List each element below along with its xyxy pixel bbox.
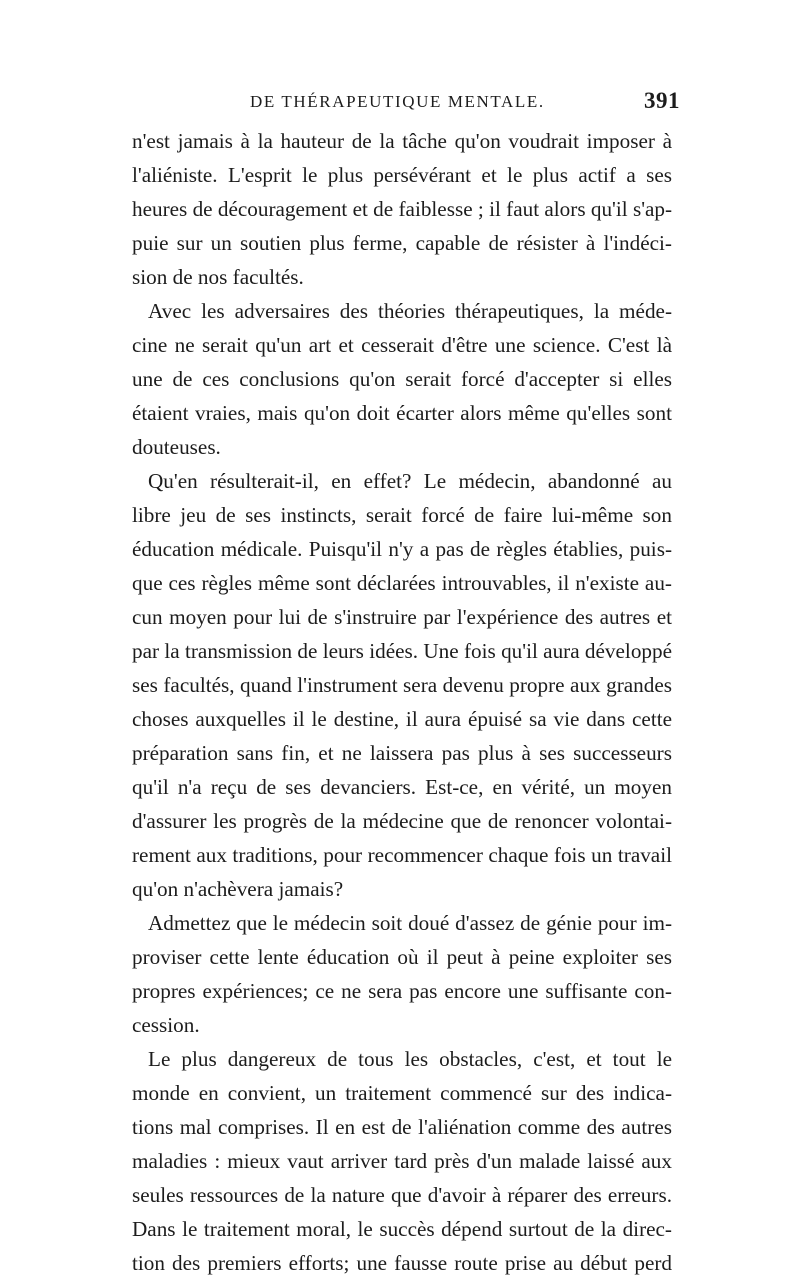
- body-text: [132, 124, 672, 1280]
- running-title: DE THÉRAPEUTIQUE MENTALE.: [250, 92, 545, 111]
- text-line: douteuses.: [132, 435, 221, 459]
- text-line: n'est jamais à la hauteur de la tâche qu'on voudrait imposer à: [132, 129, 672, 153]
- text-line: d'assurer les progrès de la médecine que de renoncer volontai-: [132, 809, 672, 833]
- text-line: tions mal comprises. Il en est de l'aliénation comme des autres: [132, 1115, 672, 1139]
- text-line: Dans le traitement moral, le succès dépend surtout de la direc-: [132, 1217, 672, 1241]
- text-line: Avec les adversaires des théories thérapeutiques, la méde-: [148, 299, 672, 323]
- text-line: propres expériences; ce ne sera pas encore une suffisante con-: [132, 979, 672, 1003]
- text-line: choses auxquelles il le destine, il aura épuisé sa vie dans cette: [132, 707, 672, 731]
- text-line: Admettez que le médecin soit doué d'assez de génie pour im-: [148, 911, 672, 935]
- text-line: ses facultés, quand l'instrument sera devenu propre aux grandes: [132, 673, 672, 697]
- text-line: heures de découragement et de faiblesse ; il faut alors qu'il s'ap-: [132, 197, 672, 221]
- text-line: que ces règles même sont déclarées introuvables, il n'existe au-: [132, 571, 672, 595]
- text-line: par la transmission de leurs idées. Une fois qu'il aura développé: [132, 639, 672, 663]
- text-line: maladies : mieux vaut arriver tard près d'un malade laissé aux: [132, 1149, 672, 1173]
- text-line: qu'il n'a reçu de ses devanciers. Est-ce, en vérité, un moyen: [132, 775, 672, 799]
- text-line: éducation médicale. Puisqu'il n'y a pas de règles établies, puis-: [132, 537, 672, 561]
- text-line: Qu'en résulterait-il, en effet? Le médecin, abandonné au: [148, 469, 672, 493]
- text-line: préparation sans fin, et ne laissera pas plus à ses successeurs: [132, 741, 672, 765]
- text-line: rement aux traditions, pour recommencer chaque fois un travail: [132, 843, 672, 867]
- text-line: libre jeu de ses instincts, serait forcé de faire lui-même son: [132, 503, 672, 527]
- text-line: une de ces conclusions qu'on serait forcé d'accepter si elles: [132, 367, 672, 391]
- text-line: étaient vraies, mais qu'on doit écarter alors même qu'elles sont: [132, 401, 672, 425]
- text-line: qu'on n'achèvera jamais?: [132, 877, 344, 901]
- text-line: cine ne serait qu'un art et cesserait d'être une science. C'est là: [132, 333, 672, 357]
- text-line: cun moyen pour lui de s'instruire par l'expérience des autres et: [132, 605, 672, 629]
- text-line: monde en convient, un traitement commencé sur des indica-: [132, 1081, 672, 1105]
- running-head: [132, 88, 680, 122]
- text-line: tion des premiers efforts; une fausse route prise au début perd: [132, 1251, 672, 1275]
- text-line: proviser cette lente éducation où il peut à peine exploiter ses: [132, 945, 672, 969]
- page-number: 391: [644, 88, 680, 113]
- text-line: l'aliéniste. L'esprit le plus persévérant et le plus actif a ses: [132, 163, 672, 187]
- text-line: puie sur un soutien plus ferme, capable de résister à l'indéci-: [132, 231, 672, 255]
- text-line: seules ressources de la nature que d'avoir à réparer des erreurs.: [132, 1183, 672, 1207]
- text-line: sion de nos facultés.: [132, 265, 304, 289]
- text-line: Le plus dangereux de tous les obstacles, c'est, et tout le: [148, 1047, 672, 1071]
- text-line: cession.: [132, 1013, 200, 1037]
